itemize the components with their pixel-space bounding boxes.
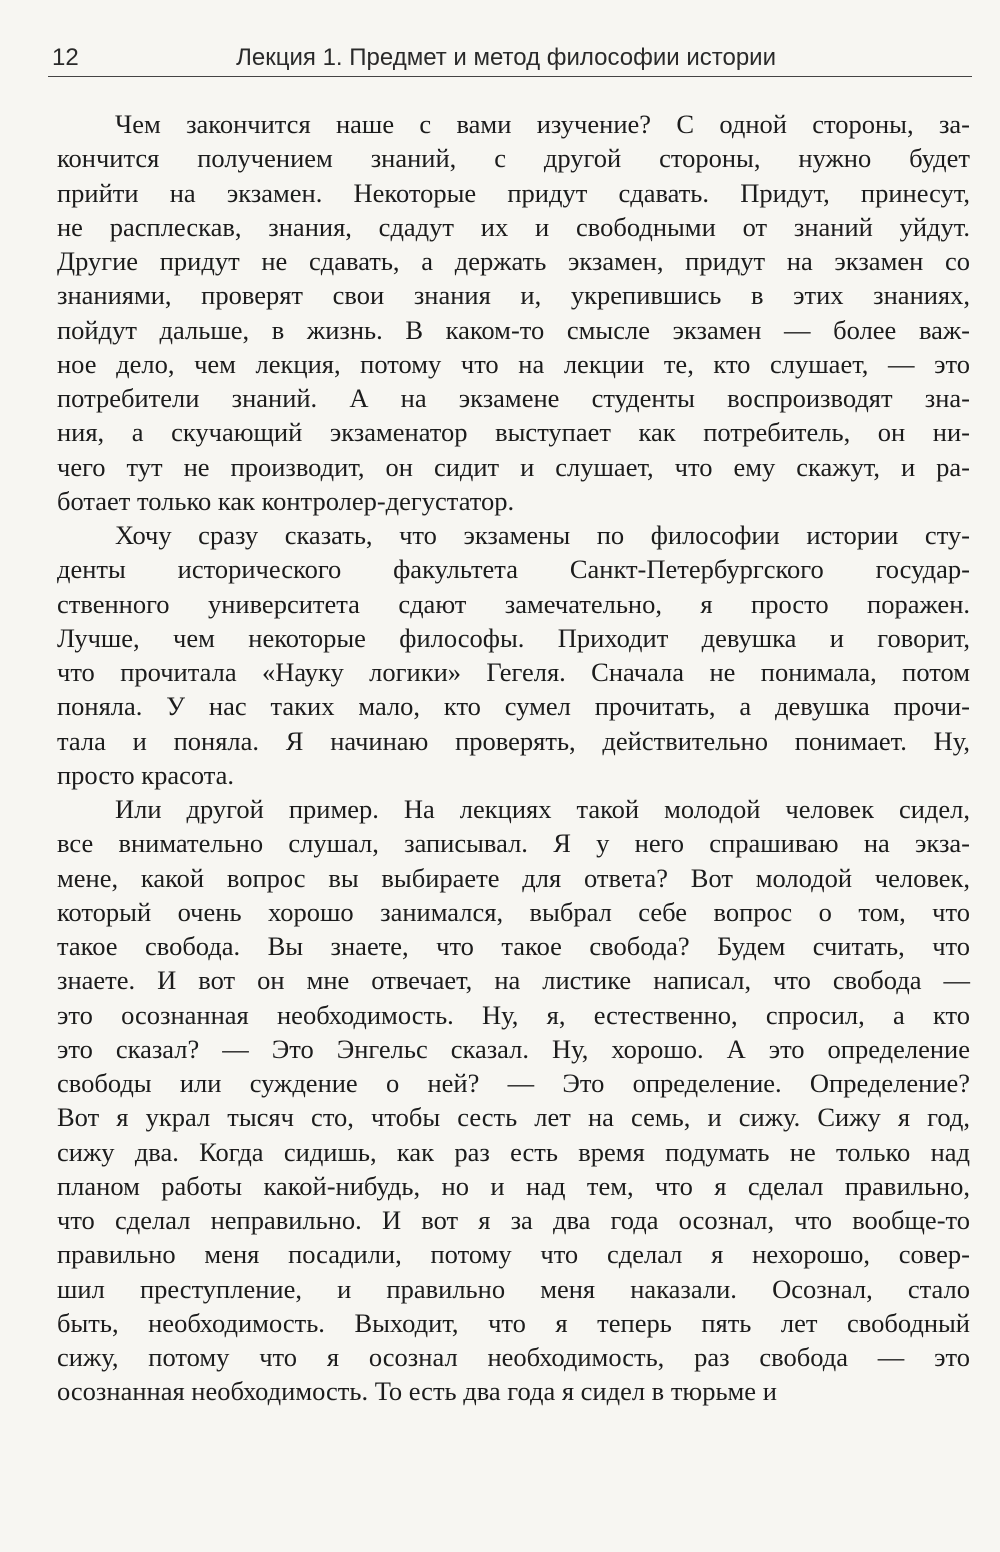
text-line: Лучше, чем некоторые философы. Приходит девушка и говорит,	[57, 622, 970, 653]
text-line: сижу два. Когда сидишь, как раз есть время подумать не только над	[57, 1136, 970, 1167]
text-line: Или другой пример. На лекциях такой молодой человек сидел,	[115, 794, 970, 824]
text-line: что прочитала «Науку логики» Гегеля. Сначала не понимала, потом	[57, 657, 970, 687]
text-line: потребители знаний. А на экзамене студенты воспроизводят зна-	[57, 383, 970, 413]
text-line: все внимательно слушал, записывал. Я у него спрашиваю на экза-	[57, 828, 970, 859]
text-line: кончится получением знаний, с другой стороны, нужно будет	[57, 143, 970, 174]
text-line: планом работы какой-нибудь, но и над тем, что я сделал правильно,	[57, 1170, 970, 1201]
text-line: Другие придут не сдавать, а держать экзамен, придут на экзамен со	[57, 246, 970, 276]
text-line: сижу, потому что я осознал необходимость, раз свобода — это	[57, 1342, 970, 1372]
text-line: знаете. И вот он мне отвечает, на листике написал, что свобода —	[57, 965, 970, 996]
text-line: Вот я украл тысяч сто, чтобы сесть лет на семь, и сижу. Сижу я год,	[57, 1102, 970, 1133]
text-line: поняла. У нас таких мало, кто сумел прочитать, а девушка прочи-	[57, 691, 970, 722]
text-line: свободы или суждение о ней? — Это определение. Определение?	[57, 1068, 970, 1098]
text-line: это сказал? — Это Энгельс сказал. Ну, хорошо. А это определение	[57, 1033, 970, 1064]
text-line: знаниями, проверят свои знания и, укрепившись в этих знаниях,	[57, 280, 970, 311]
text-line: ния, а скучающий экзаменатор выступает как потребитель, он ни-	[57, 417, 970, 448]
running-title: Лекция 1. Предмет и метод философии истории	[236, 44, 776, 71]
header-rule	[48, 76, 972, 77]
page-number: 12	[52, 44, 79, 71]
text-line: пойдут дальше, в жизнь. В каком-то смысле экзамен — более важ-	[57, 314, 970, 345]
text-line: просто красота.	[57, 759, 235, 790]
text-line: денты исторического факультета Санкт-Петербургского государ-	[57, 554, 970, 585]
text-line: такое свобода. Вы знаете, что такое свобода? Будем считать, что	[57, 931, 970, 961]
text-line: ботает только как контролер-дегустатор.	[57, 485, 515, 516]
body-text	[57, 107, 970, 1409]
text-line: шил преступление, и правильно меня наказали. Осознал, стало	[57, 1273, 970, 1304]
text-line: Чем закончится наше с вами изучение? С одной стороны, за-	[115, 109, 970, 139]
text-line: быть, необходимость. Выходит, что я теперь пять лет свободный	[57, 1307, 970, 1338]
text-line: ственного университета сдают замечательно, я просто поражен.	[57, 588, 970, 619]
text-line: Хочу сразу сказать, что экзамены по философии истории сту-	[115, 520, 970, 550]
text-line: прийти на экзамен. Некоторые придут сдавать. Придут, принесут,	[57, 177, 970, 208]
text-line: что сделал неправильно. И вот я за два года осознал, что вообще-то	[57, 1205, 970, 1235]
text-line: ное дело, чем лекция, потому что на лекции те, кто слушает, — это	[57, 348, 970, 379]
text-line: чего тут не производит, он сидит и слушает, что ему скажут, и ра-	[57, 451, 970, 482]
text-line: не расплескав, знания, сдадут их и свободными от знаний уйдут.	[57, 211, 970, 242]
paragraph	[57, 792, 970, 1409]
text-line: осознанная необходимость. То есть два года я сидел в тюрьме и	[57, 1376, 777, 1407]
text-line: мене, какой вопрос вы выбираете для ответа? Вот молодой человек,	[57, 862, 970, 893]
text-line: это осознанная необходимость. Ну, я, естественно, спросил, а кто	[57, 999, 970, 1030]
paragraph	[57, 518, 970, 792]
text-line: правильно меня посадили, потому что сделал я нехорошо, совер-	[57, 1239, 970, 1270]
text-line: который очень хорошо занимался, выбрал себе вопрос о том, что	[57, 896, 970, 927]
running-header	[48, 40, 972, 80]
paragraph	[57, 107, 970, 518]
text-line: тала и поняла. Я начинаю проверять, действительно понимает. Ну,	[57, 725, 970, 756]
